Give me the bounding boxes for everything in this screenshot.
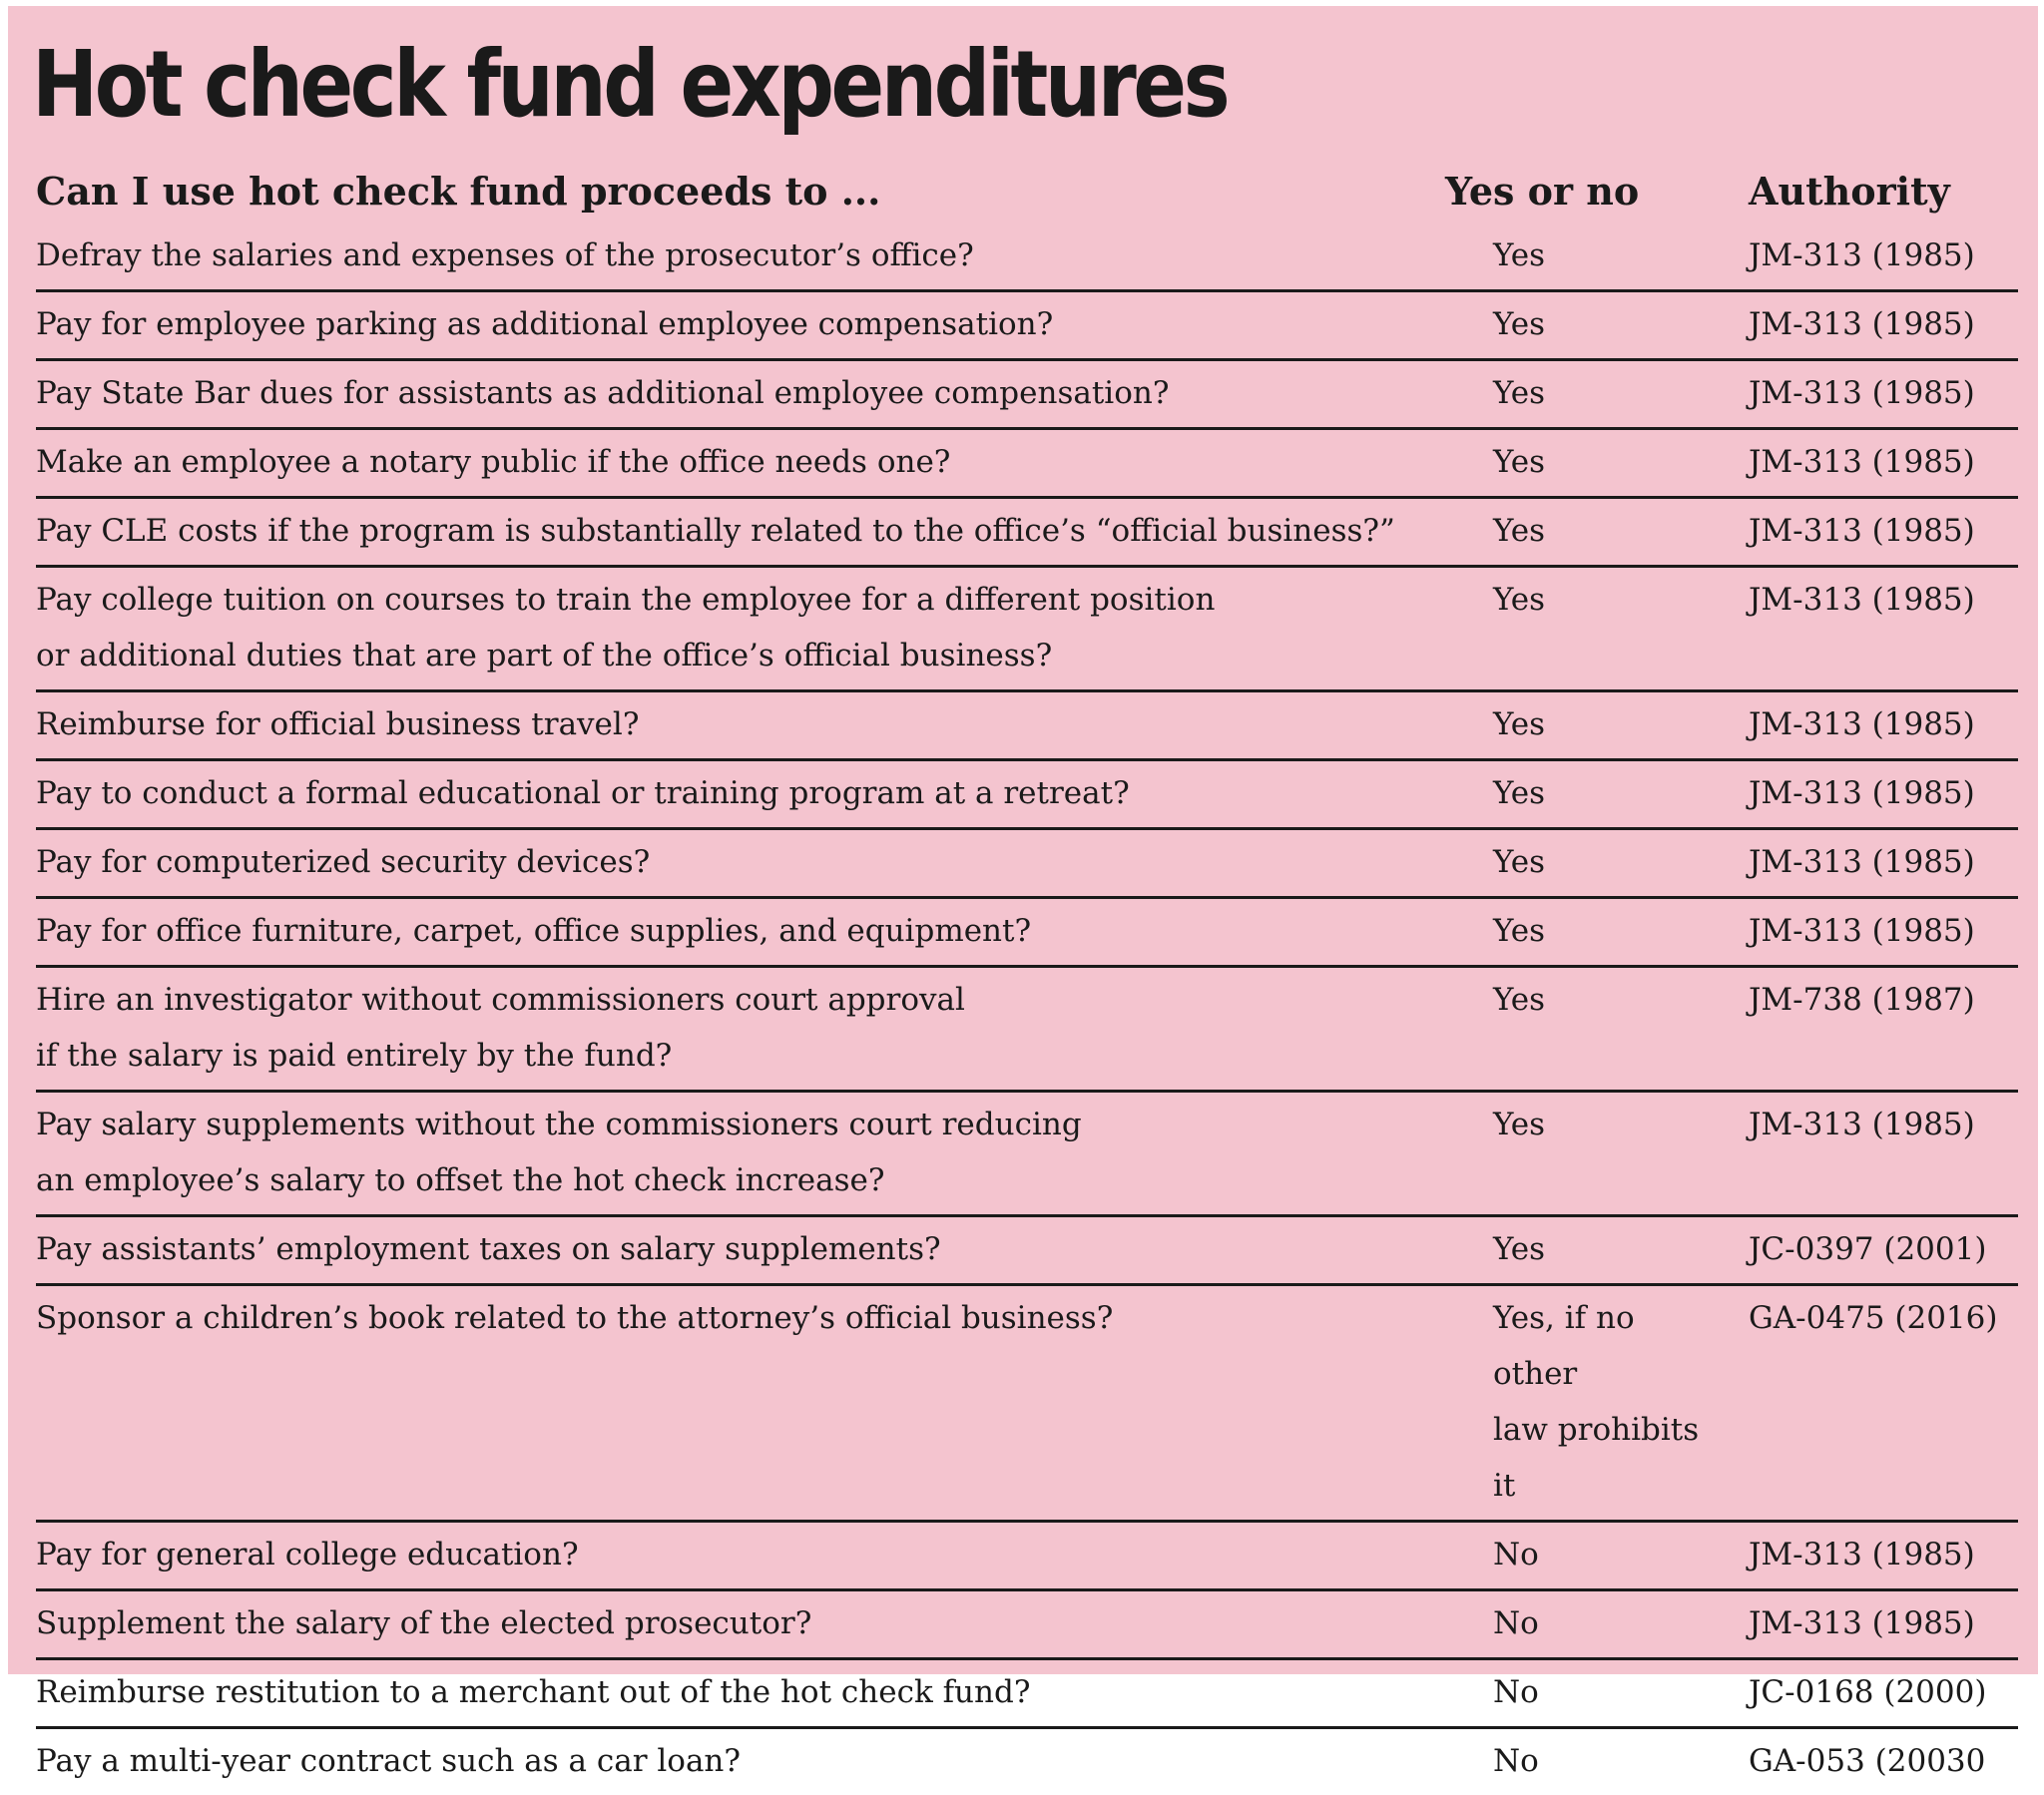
table-row [36,360,2018,429]
authority-cell: JC-0168 (2000) [1727,1659,2018,1728]
question-text: Pay college tuition on courses to train the employee for a different position [36,572,1445,628]
answer-cell: Yes [1445,691,1727,760]
question-text: Pay salary supplements without the commissioners court reducing [36,1097,1445,1152]
question-text: Pay for computerized security devices? [36,834,1445,890]
answer-cell: Yes [1445,898,1727,967]
question-cell [36,898,1445,967]
question-cell [36,967,1445,1092]
question-cell [36,1522,1445,1590]
question-text: Sponsor a children’s book related to the attorney’s official business? [36,1290,1445,1346]
question-cell [36,1092,1445,1216]
answer-text: Yes, if no other [1493,1290,1727,1402]
answer-cell: Yes [1445,360,1727,429]
table-row [36,291,2018,360]
table-header-row [36,160,2018,224]
authority-cell: JM-313 (1985) [1727,760,2018,829]
expenditures-table [36,160,2018,1795]
question-text: Supplement the salary of the elected prosecutor? [36,1595,1445,1651]
question-text: Reimburse for official business travel? [36,696,1445,752]
answer-text: law prohibits it [1493,1402,1727,1514]
question-text: Make an employee a notary public if the office needs one? [36,434,1445,490]
table-row [36,429,2018,498]
answer-cell [1445,1285,1727,1522]
question-text: Hire an investigator without commissioners court approval [36,972,1445,1028]
answer-cell: Yes [1445,567,1727,691]
page-title: Hot check fund expenditures [32,30,1227,140]
answer-cell: Yes [1445,429,1727,498]
answer-cell: Yes [1445,224,1727,291]
question-text: Pay State Bar dues for assistants as additional employee compensation? [36,365,1445,421]
question-text: Pay to conduct a formal educational or training program at a retreat? [36,765,1445,821]
table-row [36,1659,2018,1728]
question-text: Defray the salaries and expenses of the prosecutor’s office? [36,227,1445,283]
question-cell [36,498,1445,567]
table-row [36,224,2018,291]
table-row [36,1285,2018,1522]
answer-cell: Yes [1445,1092,1727,1216]
answer-cell: Yes [1445,967,1727,1092]
question-cell [36,1285,1445,1522]
authority-cell: JM-313 (1985) [1727,224,2018,291]
authority-cell: JC-0397 (2001) [1727,1216,2018,1285]
column-header-authority: Authority [1727,160,2018,224]
question-cell [36,429,1445,498]
table-row [36,1522,2018,1590]
answer-cell: No [1445,1728,1727,1795]
question-text: or additional duties that are part of the office’s official business? [36,628,1445,683]
authority-cell: JM-313 (1985) [1727,829,2018,898]
authority-cell: JM-313 (1985) [1727,360,2018,429]
table-row [36,898,2018,967]
question-cell [36,1216,1445,1285]
authority-cell: JM-313 (1985) [1727,429,2018,498]
table-row [36,498,2018,567]
column-header-question: Can I use hot check fund proceeds to ... [36,160,1445,224]
authority-cell: GA-0475 (2016) [1727,1285,2018,1522]
authority-cell: JM-313 (1985) [1727,1522,2018,1590]
authority-cell: JM-313 (1985) [1727,291,2018,360]
question-cell [36,829,1445,898]
question-text: Reimburse restitution to a merchant out of the hot check fund? [36,1664,1445,1720]
authority-cell: JM-313 (1985) [1727,498,2018,567]
authority-cell: JM-313 (1985) [1727,567,2018,691]
question-cell [36,691,1445,760]
table-row [36,1092,2018,1216]
question-cell [36,1659,1445,1728]
question-text: an employee’s salary to offset the hot check increase? [36,1152,1445,1208]
authority-cell: GA-053 (20030 [1727,1728,2018,1795]
question-cell [36,360,1445,429]
question-cell [36,291,1445,360]
authority-cell: JM-738 (1987) [1727,967,2018,1092]
table-row [36,760,2018,829]
table-row [36,967,2018,1092]
question-text: Pay for general college education? [36,1527,1445,1582]
answer-cell: No [1445,1522,1727,1590]
question-text: Pay for office furniture, carpet, office supplies, and equipment? [36,903,1445,959]
question-cell [36,1728,1445,1795]
authority-cell: JM-313 (1985) [1727,1590,2018,1659]
table-row [36,1216,2018,1285]
answer-cell: No [1445,1590,1727,1659]
question-text: Pay assistants’ employment taxes on salary supplements? [36,1221,1445,1277]
table-row [36,1728,2018,1795]
answer-cell: Yes [1445,291,1727,360]
authority-cell: JM-313 (1985) [1727,1092,2018,1216]
question-cell [36,760,1445,829]
question-text: if the salary is paid entirely by the fund? [36,1028,1445,1084]
question-text: Pay for employee parking as additional employee compensation? [36,296,1445,352]
table-row [36,1590,2018,1659]
question-cell [36,567,1445,691]
table-row [36,691,2018,760]
table-row [36,829,2018,898]
question-cell [36,224,1445,291]
authority-cell: JM-313 (1985) [1727,691,2018,760]
answer-cell: Yes [1445,1216,1727,1285]
answer-cell: Yes [1445,498,1727,567]
question-text: Pay CLE costs if the program is substantially related to the office’s “official business?” [36,503,1445,559]
answer-cell: Yes [1445,760,1727,829]
table-row [36,567,2018,691]
answer-cell: Yes [1445,829,1727,898]
question-cell [36,1590,1445,1659]
answer-cell: No [1445,1659,1727,1728]
authority-cell: JM-313 (1985) [1727,898,2018,967]
table-body [36,224,2018,1795]
question-text: Pay a multi-year contract such as a car loan? [36,1733,1445,1789]
infobox-panel [8,6,2038,1674]
column-header-answer: Yes or no [1445,160,1727,224]
